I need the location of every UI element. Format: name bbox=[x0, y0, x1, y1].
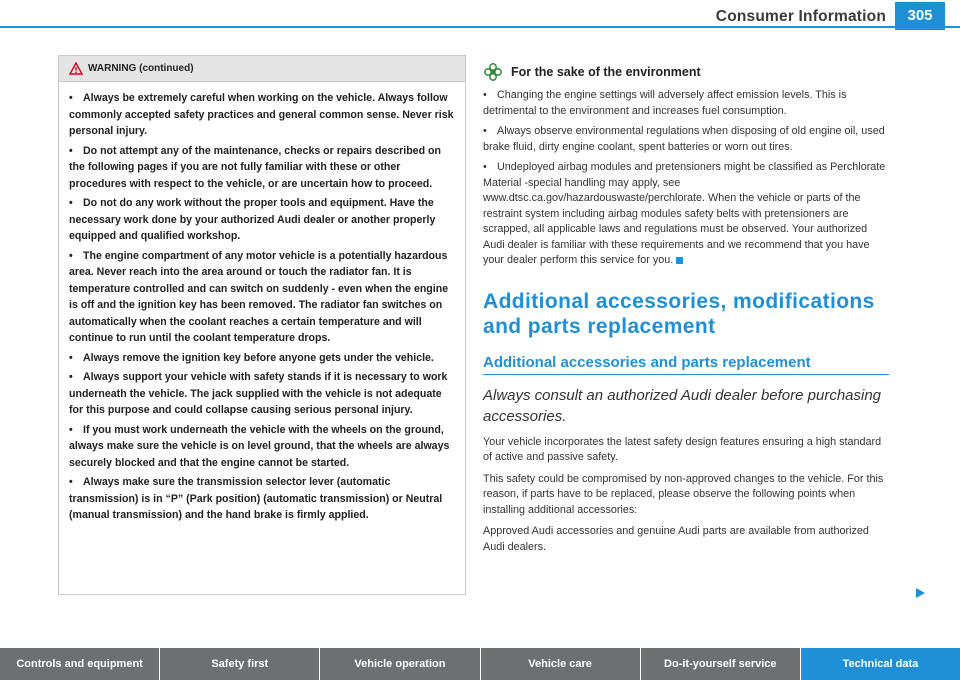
accessories-paragraph: This safety could be compromised by non-approved changes to the vehicle. For this reason, if parts have to be replaced, please observe the following points when installing additional accessories: bbox=[483, 472, 884, 516]
warning-box bbox=[58, 55, 466, 595]
tab-technical-data[interactable]: Technical data bbox=[801, 648, 960, 680]
footer-nav bbox=[0, 648, 960, 680]
section-end-marker bbox=[676, 257, 683, 264]
warning-triangle-icon bbox=[69, 62, 83, 75]
tab-do-it-yourself-service[interactable]: Do-it-yourself service bbox=[641, 648, 801, 680]
header-rule bbox=[0, 26, 960, 28]
environment-flower-icon bbox=[483, 62, 503, 82]
warning-header bbox=[59, 56, 465, 82]
warning-title: WARNING (continued) bbox=[88, 63, 194, 74]
accessories-heading: Additional accessories, modifications and parts replacement bbox=[483, 289, 875, 338]
environment-item: • Always observe environmental regulations when disposing of old engine oil, used brake fluid, dirty engine coolant, spent batteries or worn out tires. bbox=[483, 125, 885, 153]
accessories-paragraph: Your vehicle incorporates the latest safety design features ensuring a high standard of active and passive safety. bbox=[483, 435, 882, 463]
environment-item: • Changing the engine settings will adversely affect emission levels. This is detrimental to the environment and increases fuel consumption. bbox=[483, 89, 847, 117]
tab-vehicle-care[interactable]: Vehicle care bbox=[481, 648, 641, 680]
warning-item: • Always be extremely careful when working on the vehicle. Always follow commonly accepted safety practices and general common sense. Never risk personal injury. bbox=[69, 92, 454, 137]
environment-heading bbox=[483, 62, 889, 82]
warning-item: • Do not do any work without the proper tools and equipment. Have the necessary work done by your authorized Audi dealer or another properly equipped and qualified workshop. bbox=[69, 197, 436, 242]
warning-item: • Always support your vehicle with safety stands if it is necessary to work underneath the vehicle. The jack supplied with the vehicle is not adequate for this purpose and could collapse causing serious personal injury. bbox=[69, 371, 448, 416]
warning-item: • Always remove the ignition key before anyone gets under the vehicle. bbox=[69, 351, 434, 364]
tab-vehicle-operation[interactable]: Vehicle operation bbox=[320, 648, 480, 680]
warning-item: • Do not attempt any of the maintenance, checks or repairs described on the following pages if you are not fully familiar with these or other procedures with respect to the vehicle, or are uncertain how to proceed. bbox=[69, 144, 441, 190]
environment-title: For the sake of the environment bbox=[511, 65, 701, 79]
accessories-subheading: Additional accessories and parts replacement bbox=[483, 353, 889, 375]
warning-item: • The engine compartment of any motor vehicle is a potentially hazardous area. Never reach into the area around or touch the radiator fan. It is temperature controlled and can switch on suddenly - even when the engine is off and the ignition key has been removed. The radiator fan switches on automatically when the coolant reaches a certain temperature and will continue to run until the coolant temperature drops. bbox=[69, 249, 449, 344]
warning-item: • If you must work underneath the vehicle with the wheels on the ground, always make sure the vehicle is on level ground, that the wheels are always securely blocked and that the engine cannot be started. bbox=[69, 423, 450, 469]
accessories-intro: Always consult an authorized Audi dealer before purchasing accessories. bbox=[483, 386, 882, 425]
right-column bbox=[483, 62, 889, 561]
warning-body bbox=[59, 82, 465, 524]
accessories-paragraph: Approved Audi accessories and genuine Audi parts are available from authorized Audi dealers. bbox=[483, 525, 869, 553]
section-title: Consumer Information bbox=[715, 8, 886, 25]
page-number: 305 bbox=[895, 2, 945, 30]
environment-item: • Undeployed airbag modules and pretensioners might be classified as Perchlorate Material -special handling may apply, see www.dtsc.ca.gov/hazardouswaste/perchlorate. When the vehicle or parts of the restraint system including airbag modules safety belts with pretensioners are scrapped, all applicable laws and regulations must be observed. Your authorized Audi dealer is familiar with these requirements and we recommend that you have your dealer perform this service for you. bbox=[483, 161, 886, 266]
continue-arrow-icon bbox=[914, 587, 926, 599]
tab-safety-first[interactable]: Safety first bbox=[160, 648, 320, 680]
warning-item: • Always make sure the transmission selector lever (automatic transmission) is in “P” (Park position) (automatic transmission) or Neutral (manual transmission) and the hand brake is firmly applied. bbox=[69, 476, 443, 521]
tab-controls-and-equipment[interactable]: Controls and equipment bbox=[0, 648, 160, 680]
